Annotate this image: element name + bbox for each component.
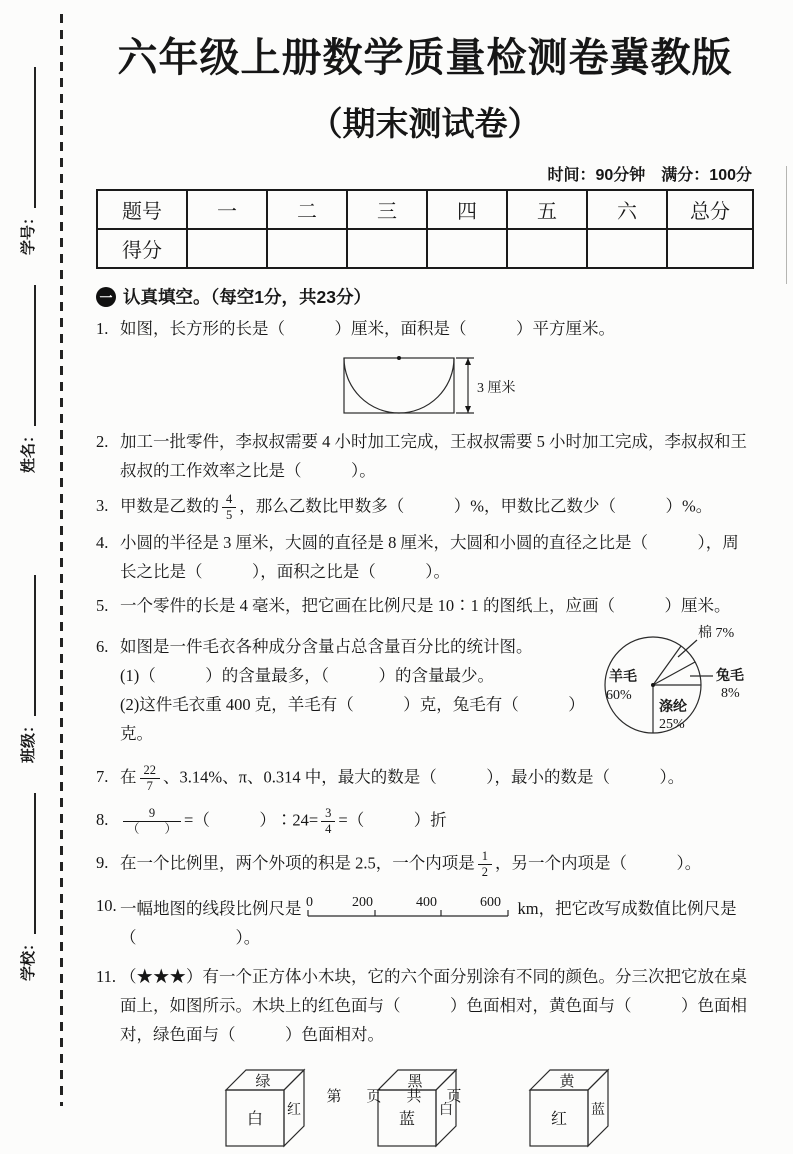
pie-label-polyester: 涤纶 (659, 700, 687, 716)
q11-text: 色面相对，黄色面与 (466, 995, 615, 1015)
answer-blank: （ ） (139, 666, 222, 686)
question-5 (96, 592, 754, 621)
fraction-numerator: 4 (222, 492, 236, 508)
q1-text: 如图，长方形的长是 (120, 319, 269, 338)
answer-blank: （ ） (359, 561, 434, 581)
cube-figure-2 (374, 1064, 466, 1154)
height-dimension-label: 3 厘米 (477, 380, 516, 396)
score-cell (507, 229, 587, 268)
score-col-3: 三 (347, 190, 427, 229)
question-8 (96, 806, 754, 837)
cube3-top-label: 黄 (559, 1073, 575, 1090)
q5-text: 厘米。 (681, 596, 731, 616)
answer-blank: （ ） (615, 995, 698, 1015)
fraction-denominator: 4 (325, 822, 332, 837)
question-6-sub1 (120, 662, 601, 691)
q9-text: 在一个比例里，两个外项的积是 2.5，一个内项是 (120, 853, 475, 873)
question-3 (96, 492, 754, 523)
fraction-numerator: 9 (123, 806, 181, 822)
school-blank (30, 793, 36, 934)
score-col-total: 总分 (667, 190, 753, 229)
question-7-number: 7. (96, 767, 109, 787)
answer-blank: （ ） (384, 995, 467, 1015)
class-label: 班级： (20, 717, 37, 763)
cube1-front-label: 白 (246, 1110, 264, 1128)
scale-tick-400: 400 (415, 895, 437, 911)
cube-figure-3 (526, 1064, 618, 1154)
score-table-header-row (97, 190, 753, 229)
fraction (140, 763, 161, 794)
q3-text: %，甲数比乙数少 (470, 495, 600, 515)
question-6 (96, 633, 601, 749)
score-cell (587, 229, 667, 268)
cube2-side-label: 白 (439, 1102, 453, 1118)
margin-field-class (17, 573, 39, 763)
answer-blank: （ ） (268, 319, 351, 338)
fraction-denominator: 2 (481, 865, 488, 880)
question-2-number: 2. (96, 431, 109, 451)
answer-blank: （ ） (610, 853, 685, 873)
pie-label-wool: 羊毛 (609, 670, 637, 686)
answer-blank: （ ） (219, 1024, 302, 1044)
question-10-number: 10. (96, 896, 117, 916)
cube2-top-label: 黑 (407, 1073, 423, 1090)
margin-field-name (17, 283, 39, 473)
score-col-2: 二 (267, 190, 347, 229)
score-cell (187, 229, 267, 268)
q8-text: ∶24= (275, 810, 319, 830)
q9-text: ，另一个内项是 (495, 853, 611, 873)
answer-blank: （ ） (347, 810, 431, 830)
score-cell (427, 229, 507, 268)
name-label: 姓名： (20, 427, 37, 473)
q6-sub1-text: 的含量最少。 (395, 666, 494, 686)
pie-value-polyester: 25% (659, 717, 685, 733)
q8-text: 折 (430, 810, 447, 830)
q1-text: 平方厘米。 (532, 319, 615, 338)
student-id-blank (30, 67, 36, 208)
section-number-icon: 一 (96, 287, 116, 307)
q6-sub1-text: 的含量最多， (221, 666, 321, 686)
q5-text: 一个零件的长是 4 毫米，把它画在比例尺是 10∶1 的图纸上，应画 (120, 596, 599, 616)
q8-text: = (338, 810, 348, 830)
answer-blank: （ ） (186, 561, 261, 581)
answer-blank: （ ） (285, 460, 360, 480)
score-row-label: 得分 (97, 229, 187, 268)
fraction-denominator: （ ） (127, 822, 178, 837)
section-one-header (96, 284, 754, 309)
question-6-row (96, 627, 754, 757)
answer-blank: （ ） (631, 532, 706, 552)
question-9-number: 9. (96, 853, 109, 873)
answer-blank: （ ） (599, 495, 682, 515)
answer-blank: （ ） (502, 695, 585, 714)
margin-field-student-id (17, 65, 39, 255)
answer-blank: （ ） (450, 319, 533, 338)
seal-dashed-line (60, 14, 63, 1106)
fraction-numerator: 3 (321, 806, 335, 822)
q8-text: = (184, 810, 194, 830)
answer-blank: （ ） (598, 596, 681, 616)
cube1-top-label: 绿 (255, 1073, 271, 1090)
cube1-side-label: 红 (287, 1102, 301, 1118)
q3-text: %。 (682, 495, 713, 515)
question-11-number: 11. (96, 967, 117, 986)
q6-sub2-text: 克，兔毛有 (419, 695, 503, 714)
page-title: 六年级上册数学质量检测卷冀教版 (117, 36, 733, 80)
question-6-number: 6. (96, 637, 109, 657)
fraction-denominator: 7 (146, 779, 153, 794)
time-score-info: 时间：90分钟 满分：100分 (547, 167, 752, 184)
q2-text: 。 (359, 460, 376, 480)
question-8-number: 8. (96, 810, 109, 830)
q6-sub2-text: 克。 (120, 723, 153, 743)
exam-page (96, 18, 754, 1154)
question-5-number: 5. (96, 596, 109, 616)
answer-blank: （ ） (420, 767, 495, 787)
rectangle-semicircle-figure (334, 350, 549, 422)
cube3-side-label: 蓝 (591, 1102, 605, 1118)
cube-figure-1 (222, 1064, 314, 1154)
score-col-4: 四 (427, 190, 507, 229)
question-4 (96, 529, 754, 587)
question-2 (96, 428, 754, 486)
pie-label-rabbit: 兔毛 (716, 669, 744, 685)
question-7 (96, 763, 754, 794)
q3-text: ，那么乙数比甲数多 (239, 495, 388, 515)
q11-text: （★★★）有一个正方体小木块，它的六个面分别涂有不同的颜色。分三次把它放在桌面上，如图所示。木块上的红色面与 (120, 967, 747, 1015)
answer-blank: （ ） (593, 767, 668, 787)
q6-text: 如图是一件毛衣各种成分含量占总含量百分比的统计图。 (120, 637, 533, 657)
q7-text: ，最小的数是 (494, 767, 594, 787)
pie-value-wool: 60% (606, 688, 632, 704)
q7-text: 。 (667, 767, 685, 787)
score-col-6: 六 (587, 190, 667, 229)
q4-text: 小圆的半径是 3 厘米，大圆的直径是 8 厘米，大圆和小圆的直径之比是 (120, 532, 632, 552)
scan-edge-artifact (786, 166, 788, 284)
question-1 (96, 315, 754, 344)
cube-figures-row (222, 1064, 754, 1154)
fraction (478, 849, 492, 880)
pie-chart-figure (601, 623, 751, 757)
fraction-numerator: 22 (140, 763, 161, 779)
score-col-5: 五 (507, 190, 587, 229)
q3-text: 甲数是乙数的 (120, 495, 219, 515)
q9-text: 。 (684, 853, 702, 873)
question-11 (96, 963, 754, 1050)
q10-text: 。 (243, 928, 261, 948)
question-3-number: 3. (96, 495, 109, 515)
q11-text: 色面相对。 (301, 1024, 384, 1044)
q11-text: 色面相对，绿色面与 (120, 995, 747, 1044)
score-cell (267, 229, 347, 268)
pie-label-cotton: 棉 7% (698, 626, 735, 642)
score-col-1: 一 (187, 190, 267, 229)
scale-tick-0: 0 (305, 895, 313, 911)
name-blank (30, 285, 36, 426)
page-footer: 第 页 共 页 (326, 1088, 467, 1105)
pie-value-rabbit: 8% (721, 686, 740, 702)
q6-sub1-text: (1) (120, 666, 140, 686)
scale-bar-figure (304, 892, 516, 922)
q1-text: 厘米，面积是 (351, 319, 450, 338)
fraction (123, 806, 181, 837)
fraction (222, 492, 236, 523)
school-label: 学校： (20, 935, 37, 981)
section-title: 认真填空。（每空1分，共23分） (123, 287, 371, 307)
q7-text: 在 (120, 767, 137, 787)
q7-text: 、3.14%、π、0.314 中，最大的数是 (163, 767, 421, 787)
q10-text: 一幅地图的线段比例尺是 (120, 899, 302, 919)
score-cell (347, 229, 427, 268)
q4-text: ，面积之比是 (260, 561, 360, 581)
question-1-number: 1. (96, 319, 109, 338)
page-subtitle: （期末测试卷） (309, 105, 541, 142)
fraction-numerator: 1 (478, 849, 492, 865)
scale-tick-200: 200 (351, 895, 373, 911)
answer-blank: （ ） (320, 666, 395, 686)
q4-text: ，周长之比是 (120, 532, 739, 581)
cube3-front-label: 红 (550, 1110, 568, 1128)
cube2-front-label: 蓝 (398, 1110, 416, 1128)
scale-tick-600: 600 (479, 895, 501, 911)
question-4-number: 4. (96, 532, 109, 552)
answer-blank: （ ） (387, 495, 471, 515)
answer-blank: （ ） (337, 695, 420, 714)
class-blank (30, 575, 36, 716)
question-9 (96, 849, 754, 880)
q2-text: 加工一批零件，李叔叔需要 4 小时加工完成，王叔叔需要 5 小时加工完成，李叔叔和王叔叔的工作效率之比是 (120, 431, 747, 480)
scale-unit: km (517, 899, 539, 919)
score-table (96, 189, 754, 269)
score-table-score-row (97, 229, 753, 268)
q10-text: ，把它改写成数值比例尺是 (538, 899, 737, 919)
score-table-corner: 题号 (97, 190, 187, 229)
fraction-denominator: 5 (226, 507, 233, 522)
fraction (321, 806, 335, 837)
student-id-label: 学号： (20, 209, 37, 255)
answer-blank: （ ） (193, 810, 276, 830)
question-6-sub2 (120, 691, 601, 749)
answer-blank: （ ） (120, 928, 244, 948)
score-cell (667, 229, 753, 268)
q6-sub2-text: (2)这件毛衣重 400 克，羊毛有 (120, 695, 338, 714)
margin-field-school (17, 791, 39, 981)
q4-text: 。 (433, 561, 450, 581)
question-10 (96, 892, 754, 953)
